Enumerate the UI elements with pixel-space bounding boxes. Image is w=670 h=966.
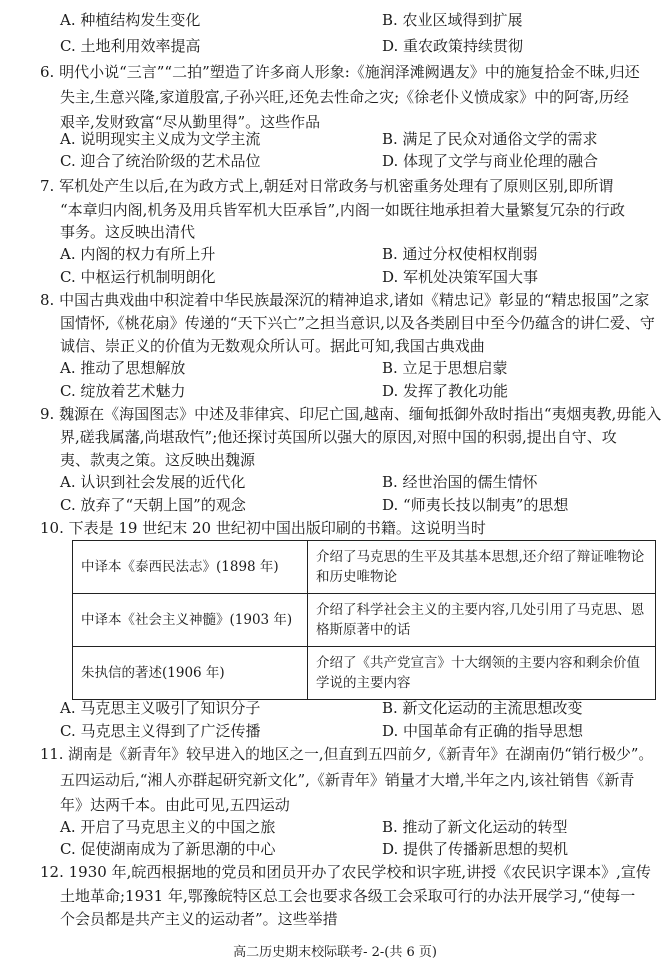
q10-table [72, 540, 656, 700]
q6-option-b: B. 满足了民众对通俗文学的需求 [382, 130, 598, 148]
table-cell-content: 介绍了马克思的生平及其基本思想,还介绍了辩证唯物论和历史唯物论 [308, 541, 656, 594]
table-row [73, 541, 656, 594]
table-row [73, 594, 656, 647]
q11-option-a: A. 开启了马克思主义的中国之旅 [60, 818, 276, 836]
q6-stem-line-3: 艰辛,发财致富“尽从勤里得”。这些作品 [60, 113, 321, 131]
q9-option-c: C. 放弃了“天朝上国”的观念 [60, 496, 246, 514]
q9-stem-line-1: 9. 魏源在《海国图志》中述及菲律宾、印尼亡国,越南、缅甸抵御外敌时指出“夷烟夷教,毋能入 [40, 405, 662, 423]
q9-stem-line-2: 界,磋我属藩,尚堪敌忾”;他还探讨英国所以强大的原因,对照中国的积弱,提出自守、攻 [60, 428, 617, 446]
q8-option-a: A. 推动了思想解放 [60, 359, 186, 377]
q7-option-d: D. 军机处决策军国大事 [382, 268, 539, 286]
q10-option-c: C. 马克思主义得到了广泛传播 [60, 722, 261, 740]
q6-stem-line-2: 失主,生意兴隆,家道殷富,子孙兴旺,还免去性命之灾;《徐老仆义愤成家》中的阿寄,历经 [60, 88, 629, 106]
q8-stem-line-1: 8. 中国古典戏曲中积淀着中华民族最深沉的精神追求,诸如《精忠记》彰显的“精忠报国”之家 [40, 291, 650, 309]
q5-option-a: A. 种植结构发生变化 [60, 11, 201, 29]
q10-stem: 10. 下表是 19 世纪末 20 世纪初中国出版印刷的书籍。这说明当时 [40, 519, 486, 537]
q6-option-a: A. 说明现实主义成为文学主流 [60, 130, 261, 148]
q7-stem-line-3: 事务。这反映出清代 [60, 223, 196, 241]
q6-option-d: D. 体现了文学与商业伦理的融合 [382, 152, 599, 170]
table-cell-book: 中译本《泰西民法志》(1898 年) [73, 541, 308, 594]
q11-option-d: D. 提供了传播新思想的契机 [382, 840, 569, 858]
table-cell-content: 介绍了科学社会主义的主要内容,几处引用了马克思、恩格斯原著中的话 [308, 594, 656, 647]
table-cell-book: 中译本《社会主义神髓》(1903 年) [73, 594, 308, 647]
q5-option-b: B. 农业区域得到扩展 [382, 11, 523, 29]
q10-option-d: D. 中国革命有正确的指导思想 [382, 722, 584, 740]
q7-option-a: A. 内阁的权力有所上升 [60, 245, 216, 263]
q7-stem-line-2: “本章归内阁,机务及用兵皆军机大臣承旨”,内阁一如既往地承担着大量繁复冗杂的行政 [60, 201, 625, 219]
q12-stem-line-2: 土地革命;1931 年,鄂豫皖特区总工会也要求各级工会采取可行的办法开展学习,“使每一 [60, 887, 636, 905]
q11-option-c: C. 促使湖南成为了新思潮的中心 [60, 840, 276, 858]
q5-option-d: D. 重农政策持续贯彻 [382, 37, 524, 55]
table-row [73, 647, 656, 700]
q5-option-c: C. 土地利用效率提高 [60, 37, 201, 55]
q12-stem-line-3: 个会员都是共产主义的运动者”。这些举措 [60, 910, 338, 928]
q9-option-a: A. 认识到社会发展的近代化 [60, 473, 246, 491]
q7-stem-line-1: 7. 军机处产生以后,在为政方式上,朝廷对日常政务与机密重务处理有了原则区别,即所谓 [40, 177, 614, 195]
q7-option-b: B. 通过分权使相权削弱 [382, 245, 538, 263]
q11-stem-line-1: 11. 湖南是《新青年》较早进入的地区之一,但直到五四前夕,《新青年》在湖南仍“销行极少”。 [40, 746, 654, 763]
q8-stem-line-3: 诚信、崇正义的价值为无数观众所认可。据此可知,我国古典戏曲 [60, 337, 485, 355]
q8-stem-line-2: 国情怀,《桃花扇》传递的“天下兴亡”之担当意识,以及各类剧目中至今仍蕴含的讲仁爱、守 [60, 314, 655, 332]
q9-option-b: B. 经世治国的儒生情怀 [382, 473, 538, 491]
q9-option-d: D. “师夷长技以制夷”的思想 [382, 496, 569, 514]
q10-option-a: A. 马克思主义吸引了知识分子 [60, 699, 261, 717]
table-cell-content: 介绍了《共产党宣言》十大纲领的主要内容和剩余价值学说的主要内容 [308, 647, 656, 700]
q6-stem-line-1: 6. 明代小说“三言”“二拍”塑造了许多商人形象:《施润泽滩阙遇友》中的施复拾金不昧,归还 [40, 63, 640, 81]
page-footer: 高二历史期末校际联考- 2-(共 6 页) [233, 945, 437, 960]
q10-option-b: B. 新文化运动的主流思想改变 [382, 699, 583, 717]
q12-stem-line-1: 12. 1930 年,皖西根据地的党员和团员开办了农民学校和识字班,讲授《农民识字课本》,宣传 [40, 863, 651, 881]
q11-stem-line-2: 五四运动后,“湘人亦群起研究新文化”,《新青年》销量才大增,半年之内,该社销售《新青 [60, 771, 635, 789]
q11-stem-line-3: 年》达两千本。由此可见,五四运动 [60, 796, 290, 814]
q6-option-c: C. 迎合了统治阶级的艺术品位 [60, 152, 261, 170]
q8-option-b: B. 立足于思想启蒙 [382, 359, 508, 377]
q8-option-d: D. 发挥了教化功能 [382, 382, 509, 400]
table-cell-book: 朱执信的著述(1906 年) [73, 647, 308, 700]
q9-stem-line-3: 夷、款夷之策。这反映出魏源 [60, 451, 256, 469]
q7-option-c: C. 中枢运行机制明朗化 [60, 268, 216, 286]
q11-option-b: B. 推动了新文化运动的转型 [382, 818, 568, 836]
q8-option-c: C. 绽放着艺术魅力 [60, 382, 186, 400]
